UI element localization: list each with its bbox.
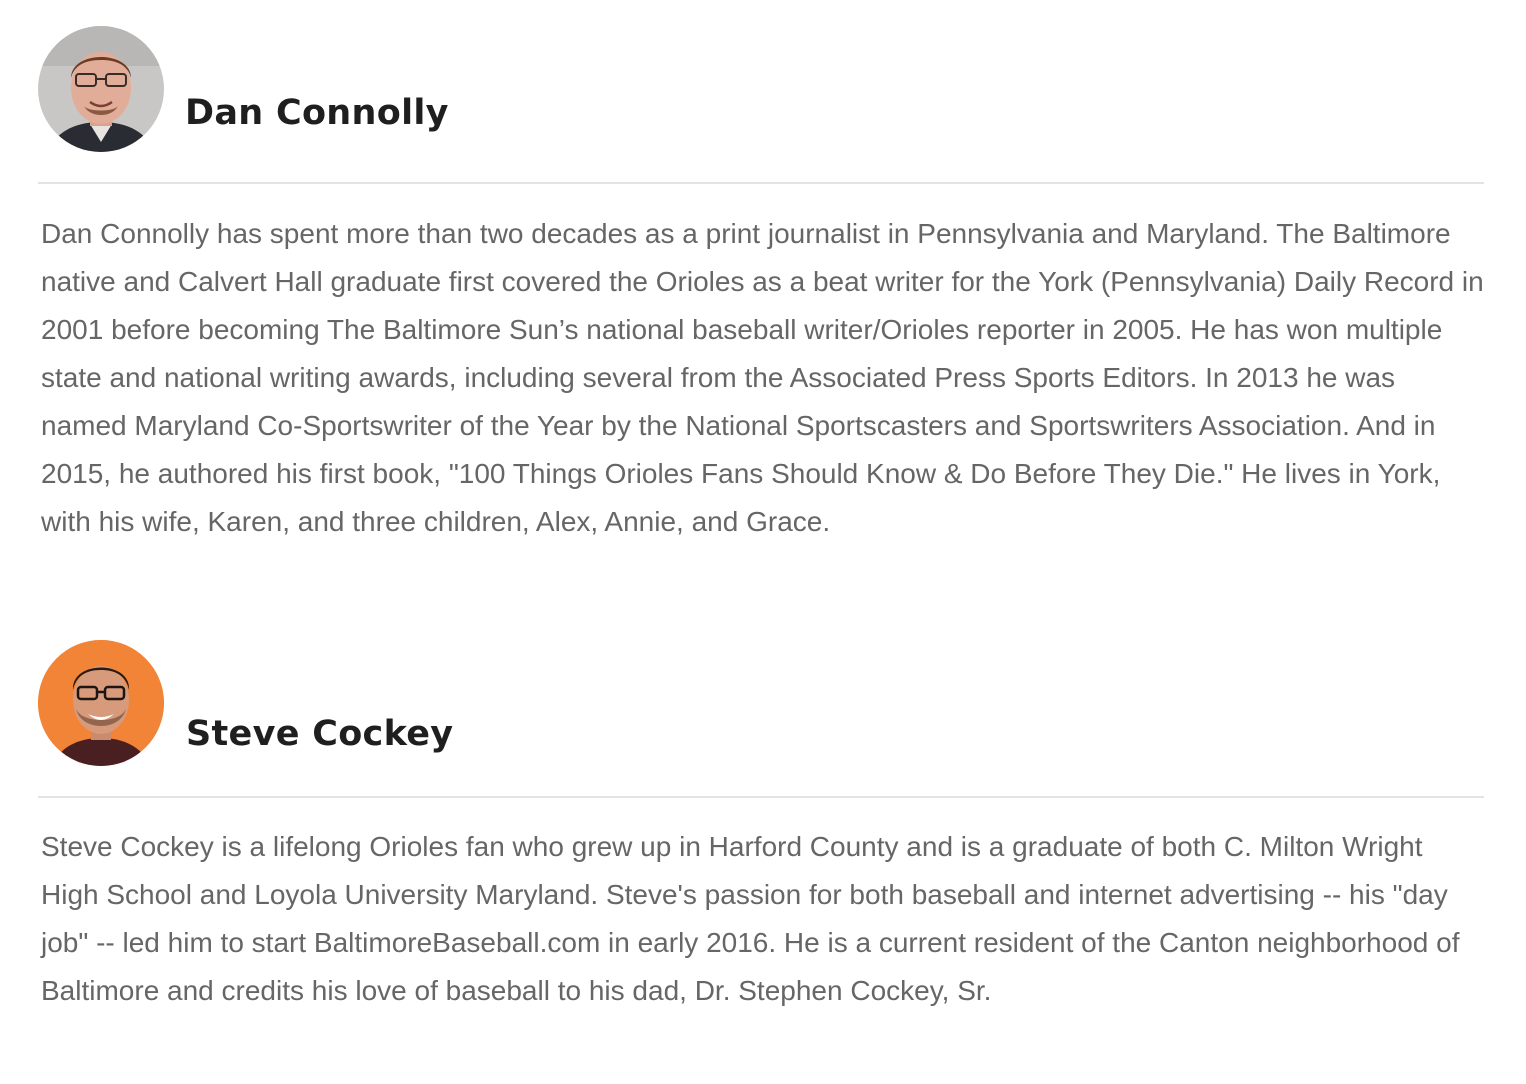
avatar-photo-icon <box>38 26 164 152</box>
avatar-photo-icon <box>38 640 164 766</box>
avatar <box>38 640 164 766</box>
divider <box>38 796 1484 798</box>
avatar <box>38 26 164 152</box>
author-card-steve-cockey <box>38 640 1484 1006</box>
author-bio: Dan Connolly has spent more than two decades as a print journalist in Pennsylvania and Maryland. The Baltimore native and Calvert Hall graduate first covered the Orioles as a beat writer for the York (Pennsylvania) Daily Record in 2001 before becoming The Baltimore Sun’s national baseball writer/Orioles reporter in 2005. He has won multiple state and national writing awards, including several from the Associated Press Sports Editors. In 2013 he was named Maryland Co-Sportswriter of the Year by the National Sportscasters and Sportswriters Association. And in 2015, he authored his first book, "100 Things Orioles Fans Should Know & Do Before They Die." He lives in York, with his wife, Karen, and three children, Alex, Annie, and Grace. <box>41 218 1484 537</box>
author-header <box>38 26 1484 152</box>
author-name: Steve Cockey <box>186 714 454 754</box>
divider <box>38 182 1484 184</box>
author-name: Dan Connolly <box>185 93 449 133</box>
author-card-dan-connolly <box>38 26 1484 537</box>
author-bio: Steve Cockey is a lifelong Orioles fan who grew up in Harford County and is a graduate of both C. Milton Wright High School and Loyola University Maryland. Steve's passion for both baseball and internet advertising -- his "day job" -- led him to start BaltimoreBaseball.com in early 2016. He is a current resident of the Canton neighborhood of Baltimore and credits his love of baseball to his dad, Dr. Stephen Cockey, Sr. <box>41 831 1460 1006</box>
author-header <box>38 640 1484 766</box>
